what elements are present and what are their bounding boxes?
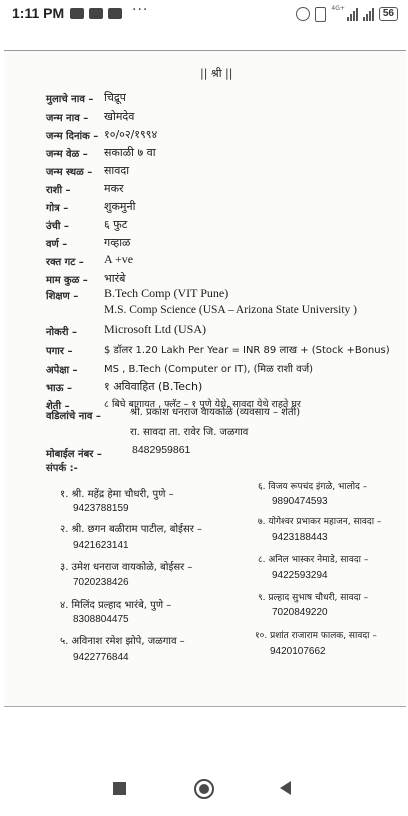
field-value-height: ६ फुट <box>104 218 128 231</box>
network-type: 4G+ <box>331 5 345 12</box>
navigation-bar <box>0 760 408 816</box>
alarm-icon <box>296 7 310 21</box>
field-value-birth-date: १०/०२/१९९४ <box>104 128 158 141</box>
field-label-name: मुलाचे नाव – <box>46 94 94 105</box>
field-value-complexion: गव्हाळ <box>104 236 131 249</box>
field-value-blood-group: A +ve <box>104 252 134 266</box>
signal-icon-2 <box>363 8 374 21</box>
field-label-job: नोकरी – <box>46 327 77 338</box>
contact-phone: 7020849220 <box>272 607 328 618</box>
contact-name: ५. अविनाश रमेश झोपे, जळगाव – <box>60 636 185 647</box>
field-label-complexion: वर्ण – <box>46 239 68 250</box>
contact-name: ६. विजय रूपचंद इंगळे, भालोद – <box>258 482 368 492</box>
battery-icon: 56 <box>379 7 398 21</box>
field-value-gotra: शुकमुनी <box>104 200 136 213</box>
field-label-education: शिक्षण – <box>46 291 79 302</box>
field-value-job: Microsoft Ltd (USA) <box>104 322 206 336</box>
field-label-farm: शेती – <box>46 401 70 412</box>
field-value-name: चिद्रूप <box>104 91 126 104</box>
document-title: || श्री || <box>200 67 233 80</box>
contact-name: ३. उमेश धनराज वायकोळे, बोईसर – <box>60 562 193 573</box>
status-time: 1:11 PM <box>12 5 65 21</box>
message-notification-icon <box>70 8 84 19</box>
contacts-heading: संपर्क :- <box>46 463 78 474</box>
status-bar <box>0 0 408 28</box>
field-label-birth-name: जन्म नाव – <box>46 113 89 124</box>
field-label-rashi: राशी – <box>46 185 71 196</box>
field-value-father-name: श्री. प्रकाश धनराज वायकोळे (व्यवसाय – शेती) <box>130 407 301 418</box>
field-value-father-address: रा. सावदा ता. रावेर जि. जळगाव <box>130 427 249 438</box>
home-button[interactable] <box>194 779 214 799</box>
field-label-brother: भाऊ – <box>46 383 72 394</box>
more-notifications-icon: ··· <box>132 2 149 18</box>
recent-apps-button[interactable] <box>113 782 126 795</box>
field-value-birth-place: सावदा <box>104 164 130 177</box>
field-value-expectation: MS , B.Tech (Computer or IT), (मिळ राशी वर्ज) <box>104 364 314 375</box>
field-value-education: B.Tech Comp (VIT Pune) <box>104 286 229 300</box>
field-value-education-2: M.S. Comp Science (USA – Arizona State University ) <box>104 304 357 316</box>
youtube-notification-icon <box>89 8 103 19</box>
contact-phone: 9422776844 <box>73 652 129 663</box>
field-value-farm: ८ बिघे बागायत , फ्लॅट – १ पुणे येथे, सावदा येथे राहते घर <box>104 399 301 410</box>
contact-name: २. श्री. छगन बळीराम पाटील, बोईसर – <box>60 524 202 535</box>
contact-name: १. श्री. महेंद्र हेमा चौधरी, पुणे – <box>60 489 174 500</box>
field-value-birth-time: सकाळी ७ वा <box>104 146 156 159</box>
field-label-height: उंची – <box>46 221 69 232</box>
field-value-rashi: मकर <box>104 182 124 195</box>
contact-phone: 9423788159 <box>73 503 129 514</box>
contact-phone: 8308804475 <box>73 614 129 625</box>
field-label-expectation: अपेक्षा – <box>46 365 78 376</box>
contact-name: १०. प्रशांत राजाराम फालक, सावदा – <box>255 631 377 641</box>
field-label-blood-group: रक्त गट – <box>46 257 84 268</box>
contact-name: ७. योगेश्वर प्रभाकर महाजन, सावदा – <box>258 517 382 527</box>
back-button[interactable] <box>280 781 291 795</box>
contact-phone: 9421623141 <box>73 540 129 551</box>
field-label-salary: पगार – <box>46 346 73 357</box>
field-value-mobile: 8482959861 <box>132 444 191 456</box>
contact-phone: 9890474593 <box>272 496 328 507</box>
contact-phone: 7020238426 <box>73 577 129 588</box>
contact-phone: 9423188443 <box>272 532 328 543</box>
field-label-birth-date: जन्म दिनांक – <box>46 131 99 142</box>
contact-name: ४. मिलिंद प्रल्हाद भारंबे, पुणे – <box>60 600 172 611</box>
field-label-gotra: गोत्र – <box>46 203 69 214</box>
contact-phone: 9420107662 <box>270 646 326 657</box>
field-label-father-name: वडिलांचे नाव – <box>46 411 101 422</box>
field-value-salary: $ डॉलर 1.20 Lakh Per Year = INR 89 लाख + (Stock +Bonus) <box>104 345 390 356</box>
field-label-mama-kul: माम कुळ – <box>46 275 88 286</box>
signal-icon <box>347 8 358 21</box>
field-value-mama-kul: भारंबे <box>104 272 126 285</box>
contact-phone: 9422593294 <box>272 570 328 581</box>
contact-name: ८. अनिल भास्कर नेमाडे, सावदा – <box>258 555 369 565</box>
field-label-birth-time: जन्म वेळ – <box>46 149 88 160</box>
contact-name: ९. प्रल्हाद सुभाष चौधरी, सावदा – <box>258 593 369 603</box>
field-label-mobile: मोबाईल नंबर – <box>46 449 102 460</box>
vibrate-icon <box>315 7 326 22</box>
youtube-notification-icon-2 <box>108 8 122 19</box>
field-value-brother: १ अविवाहित (B.Tech) <box>104 380 203 393</box>
field-label-birth-place: जन्म स्थळ – <box>46 167 93 178</box>
field-value-birth-name: खोमदेव <box>104 110 135 123</box>
